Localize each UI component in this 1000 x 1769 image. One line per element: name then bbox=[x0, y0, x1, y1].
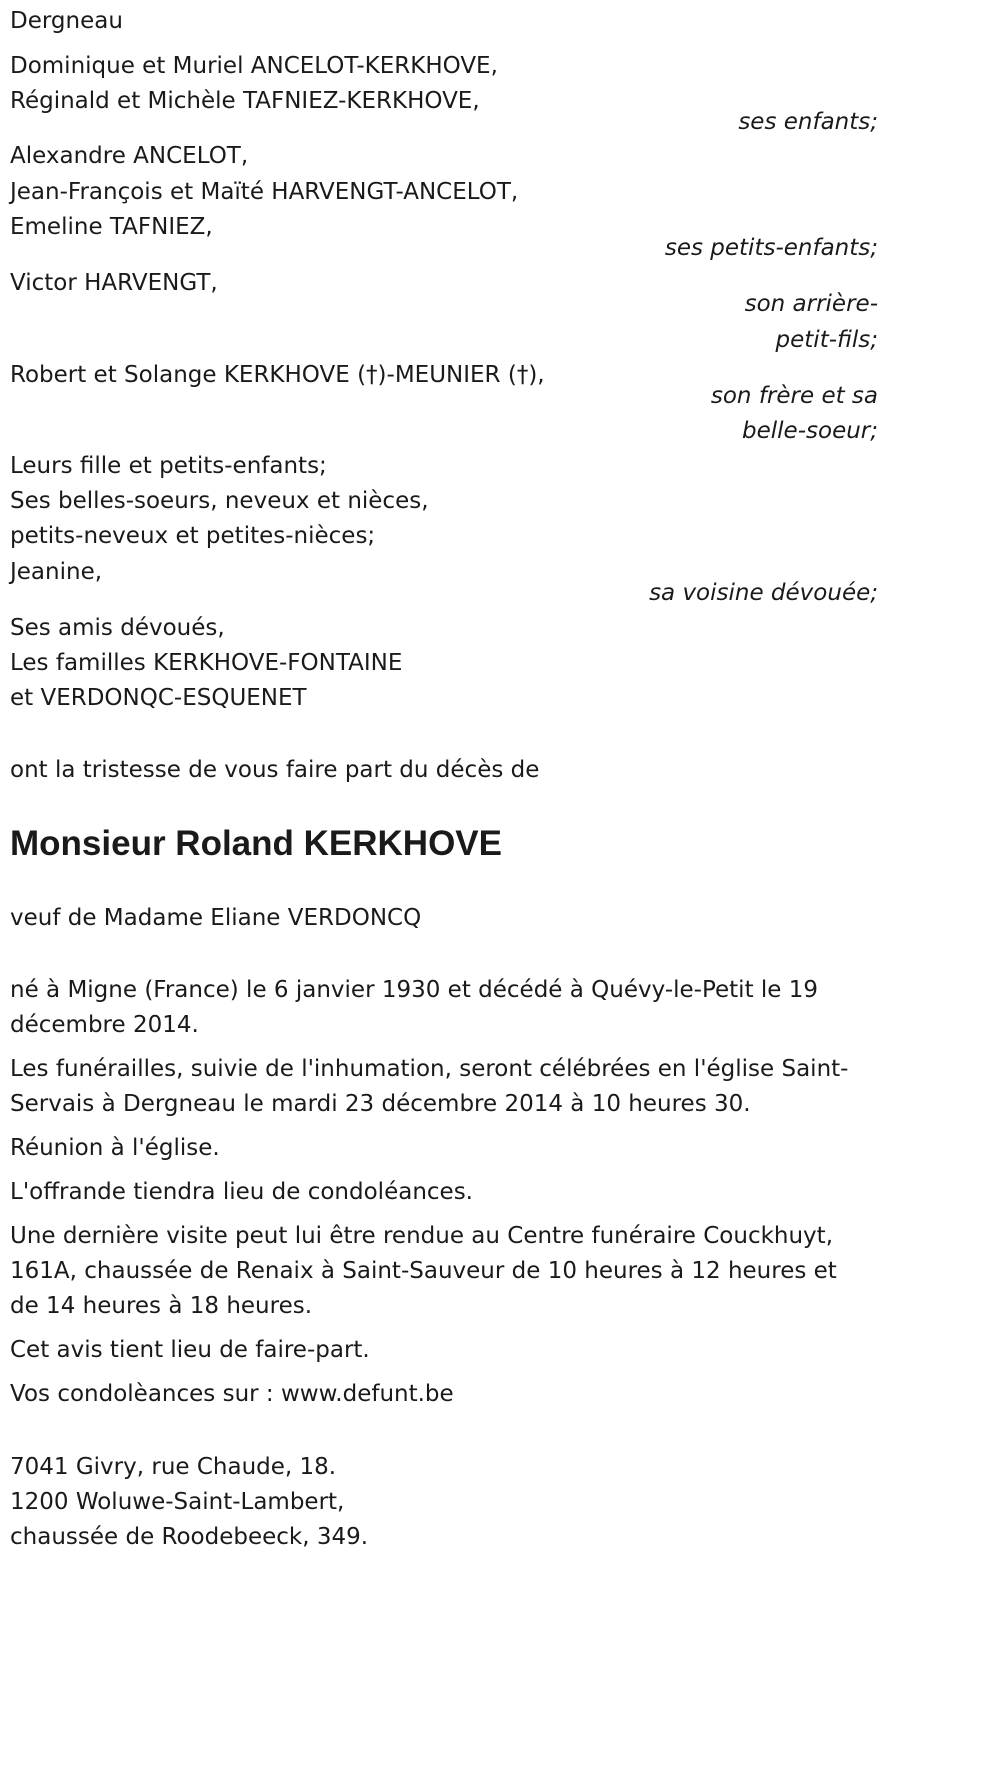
widower-line: veuf de Madame Eliane VERDONCQ bbox=[10, 905, 422, 931]
address-line: 7041 Givry, rue Chaude, 18. bbox=[10, 1454, 337, 1480]
children-line: Réginald et Michèle TAFNIEZ-KERKHOVE, bbox=[10, 88, 480, 114]
great-grandson-role: son arrière- bbox=[744, 291, 878, 317]
relatives-line: Leurs fille et petits-enfants; bbox=[10, 453, 327, 479]
village-name: Dergneau bbox=[10, 8, 123, 34]
children-line: Dominique et Muriel ANCELOT-KERKHOVE, bbox=[10, 53, 498, 79]
grandchildren-line: Emeline TAFNIEZ, bbox=[10, 214, 213, 240]
sibling-line: Robert et Solange KERKHOVE (†)-MEUNIER (†), bbox=[10, 362, 545, 388]
sibling-role: son frère et sa bbox=[710, 383, 878, 409]
address-line: 1200 Woluwe-Saint-Lambert, bbox=[10, 1489, 345, 1515]
offering-paragraph: L'offrande tiendra lieu de condoléances. bbox=[10, 1179, 473, 1205]
relatives-line: petits-neveux et petites-nièces; bbox=[10, 523, 376, 549]
relatives-line: Jeanine, bbox=[10, 559, 103, 585]
meeting-paragraph: Réunion à l'église. bbox=[10, 1135, 220, 1161]
neighbor-role: sa voisine dévouée; bbox=[649, 580, 878, 606]
friends-line: Les familles KERKHOVE-FONTAINE bbox=[10, 650, 403, 676]
address-line: chaussée de Roodebeeck, 349. bbox=[10, 1524, 369, 1550]
funeral-paragraph: Les funérailles, suivie de l'inhumation, seront célébrées en l'église Saint-Servais à Dergneau le mardi 23 décembre 2014 à 10 heures 30. bbox=[10, 1056, 849, 1117]
visit-paragraph: Une dernière visite peut lui être rendue au Centre funéraire Couckhuyt, 161A, chaussée de Renaix à Saint-Sauveur de 10 heures à 12 heures et de 14 heures à 18 heures. bbox=[10, 1223, 837, 1319]
sibling-role: belle-soeur; bbox=[742, 418, 878, 444]
grandchildren-line: Alexandre ANCELOT, bbox=[10, 143, 249, 169]
notice-paragraph: Cet avis tient lieu de faire-part. bbox=[10, 1337, 370, 1363]
great-grandson-role: petit-fils; bbox=[775, 327, 878, 353]
grandchildren-role: ses petits-enfants; bbox=[664, 235, 878, 261]
deceased-name: Monsieur Roland KERKHOVE bbox=[10, 824, 502, 863]
announcement-intro: ont la tristesse de vous faire part du décès de bbox=[10, 757, 540, 783]
condolences-paragraph: Vos condolèances sur : www.defunt.be bbox=[10, 1381, 454, 1407]
grandchildren-line: Jean-François et Maïté HARVENGT-ANCELOT, bbox=[10, 179, 519, 205]
children-role: ses enfants; bbox=[738, 109, 878, 135]
friends-line: Ses amis dévoués, bbox=[10, 615, 225, 641]
birth-death-paragraph: né à Migne (France) le 6 janvier 1930 et décédé à Quévy-le-Petit le 19 décembre 2014. bbox=[10, 977, 819, 1038]
friends-line: et VERDONQC-ESQUENET bbox=[10, 685, 307, 711]
relatives-line: Ses belles-soeurs, neveux et nièces, bbox=[10, 488, 429, 514]
great-grandson-line: Victor HARVENGT, bbox=[10, 270, 218, 296]
